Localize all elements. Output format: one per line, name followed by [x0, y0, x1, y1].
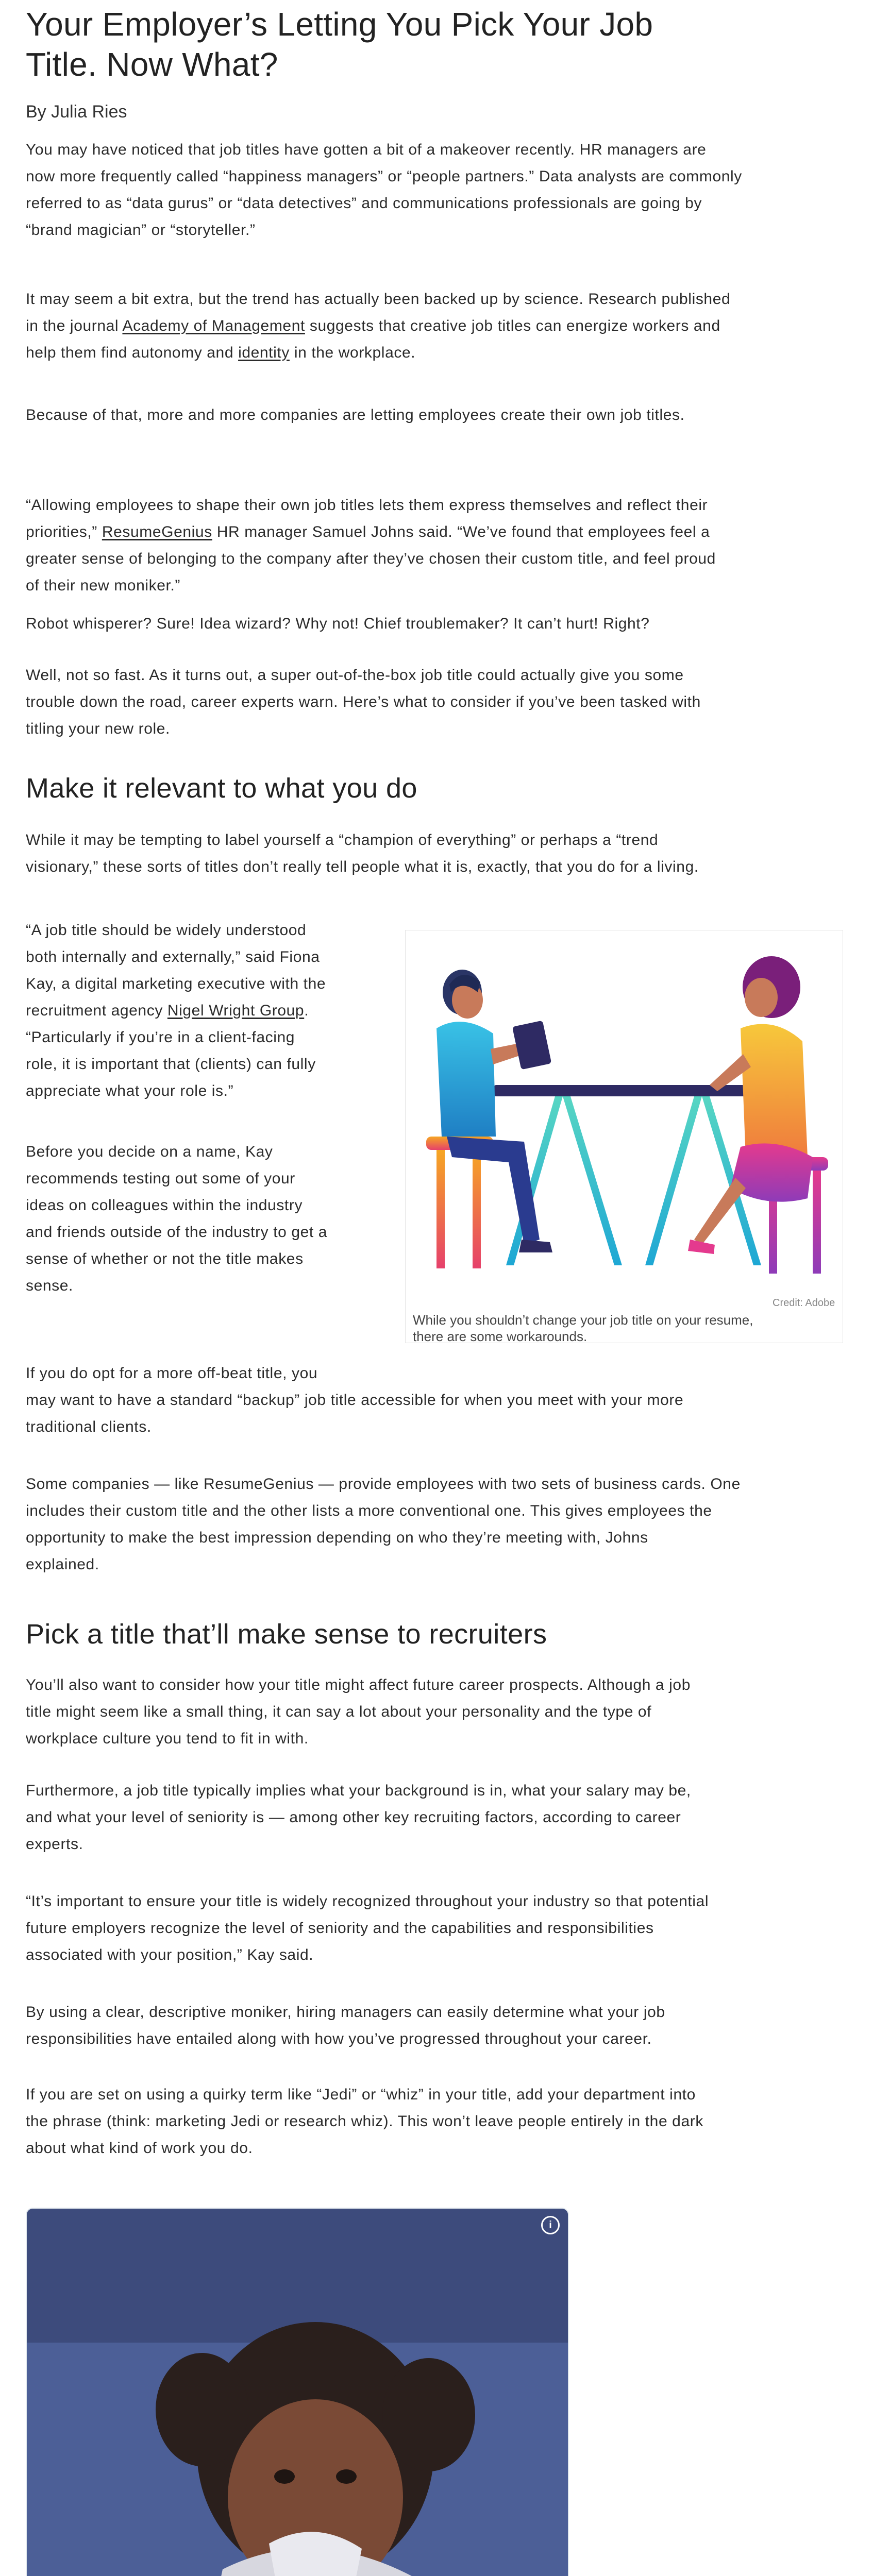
section1-paragraph-4: [26, 1360, 845, 1440]
text-line: associated with your position,” Kay said.: [26, 1946, 314, 1963]
text-line: priorities,” ResumeGenius HR manager Samuel Johns said. “We’ve found that employees feel a: [26, 523, 710, 540]
section1-quote: [26, 917, 397, 1105]
figure-credit: Credit: Adobe: [773, 1297, 835, 1309]
job-interview-illustration: [406, 930, 843, 1291]
text-line: and what your level of seniority is — among other key recruiting factors, according to career: [26, 1809, 681, 1826]
title-line: Title. Now What?: [26, 46, 278, 83]
text-line: title might seem like a small thing, it can say a lot about your personality and the type of: [26, 1703, 652, 1720]
text-line: You’ll also want to consider how your title might affect future career prospects. Although a job: [26, 1676, 691, 1693]
figure-caption: While you shouldn’t change your job title on your resume, there are some workarounds.: [413, 1312, 753, 1344]
embedded-tweet[interactable]: [26, 2208, 569, 2576]
text-line: “It’s important to ensure your title is widely recognized throughout your industry so that potential: [26, 1893, 709, 1910]
resumegenius-link[interactable]: ResumeGenius: [102, 523, 212, 540]
text-line: ideas on colleagues within the industry: [26, 1197, 303, 1214]
text-line: Before you decide on a name, Kay: [26, 1143, 273, 1160]
nigel-wright-group-link[interactable]: Nigel Wright Group: [167, 1002, 305, 1019]
intro-paragraph-1: [26, 137, 845, 244]
text-line: Kay, a digital marketing executive with the: [26, 975, 326, 992]
text-line: about what kind of work you do.: [26, 2140, 253, 2157]
text-line: workplace culture you tend to fit in with.: [26, 1730, 309, 1747]
text-line: sense of whether or not the title makes: [26, 1250, 304, 1267]
intro-paragraph-3: [26, 402, 845, 429]
article-header: [26, 4, 845, 84]
section1-paragraph-5: [26, 1471, 845, 1578]
tweet-video[interactable]: [27, 2209, 568, 2576]
text-line: You may have noticed that job titles have gotten a bit of a makeover recently. HR managers are: [26, 141, 707, 158]
text-line: By using a clear, descriptive moniker, hiring managers can easily determine what your job: [26, 2004, 665, 2021]
text-line: “brand magician” or “storyteller.”: [26, 222, 256, 239]
section1-paragraph-1: [26, 827, 845, 880]
text-line: in the journal Academy of Management suggests that creative job titles can energize workers and: [26, 317, 720, 334]
text-line: Some companies — like ResumeGenius — provide employees with two sets of business cards. One: [26, 1476, 741, 1493]
video-still-image: [27, 2209, 568, 2576]
text-line: referred to as “data gurus” or “data detectives” and communications professionals are going by: [26, 195, 702, 212]
text-line: If you do opt for a more off-beat title, you: [26, 1365, 318, 1382]
text-line: the phrase (think: marketing Jedi or research whiz). This won’t leave people entirely in the dark: [26, 2113, 703, 2130]
intro-paragraph-6: [26, 662, 845, 742]
text-line: While it may be tempting to label yourself a “champion of everything” or perhaps a “trend: [26, 832, 659, 849]
section2-paragraph-3: [26, 1888, 845, 1969]
section2-paragraph-2: [26, 1777, 845, 1858]
text-line: help them find autonomy and identity in the workplace.: [26, 344, 416, 361]
text-line: future employers recognize the level of seniority and the capabilities and responsibilities: [26, 1920, 654, 1937]
identity-link[interactable]: identity: [238, 344, 290, 361]
byline: By Julia Ries: [26, 102, 127, 122]
text-line: now more frequently called “happiness managers” or “people partners.” Data analysts are commonly: [26, 168, 742, 185]
text-line: responsibilities have entailed along with how you’ve progressed throughout your career.: [26, 2030, 652, 2047]
illustration-figure: [405, 930, 843, 1343]
text-line: and friends outside of the industry to get a: [26, 1224, 328, 1241]
section1-paragraph-3: [26, 1139, 397, 1299]
text-line: experts.: [26, 1836, 83, 1853]
text-line: explained.: [26, 1556, 99, 1573]
section2-paragraph-4: [26, 1999, 845, 2053]
section-title: Pick a title that’ll make sense to recruiters: [26, 1619, 547, 1650]
title-line: Your Employer’s Letting You Pick Your Job: [26, 6, 653, 43]
text-line: traditional clients.: [26, 1418, 152, 1435]
text-line: Robot whisperer? Sure! Idea wizard? Why not! Chief troublemaker? It can’t hurt! Right?: [26, 615, 650, 632]
text-line: Well, not so fast. As it turns out, a super out-of-the-box job title could actually give you some: [26, 667, 684, 684]
section-title: Make it relevant to what you do: [26, 773, 417, 804]
intro-paragraph-2: [26, 286, 845, 366]
info-icon[interactable]: i: [541, 2216, 560, 2234]
section-heading: [26, 1618, 845, 1651]
academy-of-management-link[interactable]: Academy of Management: [122, 317, 305, 334]
text-line: If you are set on using a quirky term like “Jedi” or “whiz” in your title, add your department into: [26, 2086, 696, 2103]
text-line: Because of that, more and more companies are letting employees create their own job titles.: [26, 406, 685, 423]
intro-paragraph-4: [26, 492, 845, 599]
text-line: “Particularly if you’re in a client-facing: [26, 1029, 295, 1046]
article-title: [26, 4, 845, 84]
text-line: may want to have a standard “backup” job title accessible for when you meet with your more: [26, 1392, 684, 1409]
text-line: Furthermore, a job title typically implies what your background is in, what your salary may be,: [26, 1782, 691, 1799]
text-line: “Allowing employees to shape their own job titles lets them express themselves and reflect their: [26, 497, 708, 514]
text-line: visionary,” these sorts of titles don’t really tell people what it is, exactly, that you do for a living.: [26, 858, 699, 875]
text-line: sense.: [26, 1277, 73, 1294]
intro-paragraph-5: [26, 611, 845, 637]
text-line: opportunity to make the best impression depending on who they’re meeting with, Johns: [26, 1529, 648, 1546]
section2-paragraph-1: [26, 1672, 845, 1752]
text-line: of their new moniker.”: [26, 577, 180, 594]
text-line: appreciate what your role is.”: [26, 1082, 234, 1099]
section-heading: [26, 772, 845, 805]
text-line: recruitment agency Nigel Wright Group.: [26, 1002, 309, 1019]
text-line: titling your new role.: [26, 720, 170, 737]
text-line: greater sense of belonging to the company after they’ve chosen their custom title, and feel proud: [26, 550, 716, 567]
text-line: both internally and externally,” said Fiona: [26, 948, 320, 965]
text-line: It may seem a bit extra, but the trend has actually been backed up by science. Research published: [26, 291, 731, 308]
text-line: trouble down the road, career experts warn. Here’s what to consider if you’ve been tasked with: [26, 693, 701, 710]
text-line: recommends testing out some of your: [26, 1170, 295, 1187]
section2-paragraph-5: [26, 2081, 845, 2162]
text-line: role, it is important that (clients) can fully: [26, 1056, 316, 1073]
text-line: includes their custom title and the other lists a more conventional one. This gives employees the: [26, 1502, 712, 1519]
text-line: “A job title should be widely understood: [26, 922, 307, 939]
